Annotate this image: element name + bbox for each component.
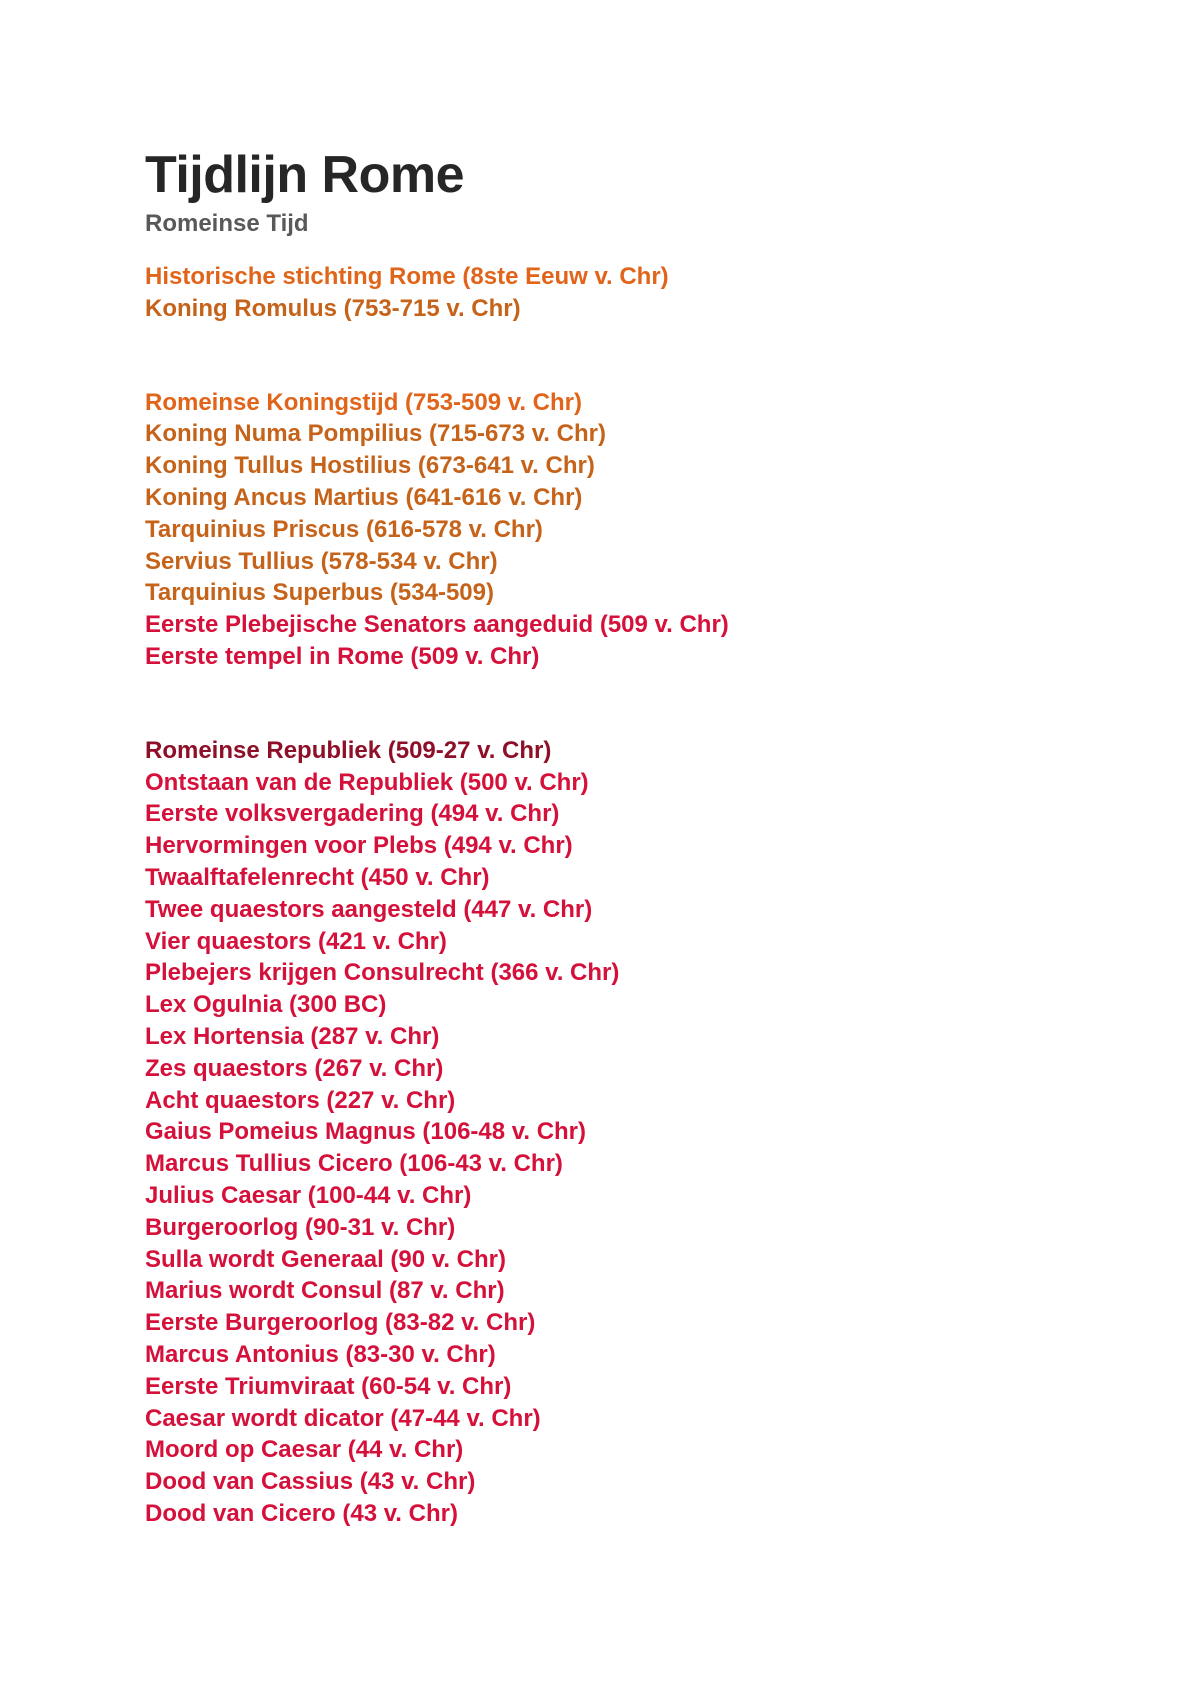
- timeline-entry: Zes quaestors (267 v. Chr): [145, 1054, 444, 1082]
- page-title: Tijdlijn Rome: [145, 146, 465, 204]
- timeline-entry: Burgeroorlog (90-31 v. Chr): [145, 1213, 456, 1241]
- timeline-entry: Eerste Plebejische Senators aangeduid (509 v. Chr): [145, 611, 729, 639]
- timeline-entry: Julius Caesar (100-44 v. Chr): [145, 1181, 472, 1209]
- timeline-heading-kings: Romeinse Koningstijd (753-509 v. Chr): [145, 388, 582, 416]
- timeline-entry: Caesar wordt dicator (47-44 v. Chr): [145, 1404, 541, 1432]
- timeline-entry: Plebejers krijgen Consulrecht (366 v. Chr): [145, 959, 620, 987]
- timeline-entry: Eerste tempel in Rome (509 v. Chr): [145, 642, 540, 670]
- timeline-entry: Marcus Antonius (83-30 v. Chr): [145, 1340, 496, 1368]
- timeline-entry: Twee quaestors aangesteld (447 v. Chr): [145, 895, 593, 923]
- timeline-entry: Eerste Triumviraat (60-54 v. Chr): [145, 1372, 512, 1400]
- timeline-heading-founding: Historische stichting Rome (8ste Eeuw v. Chr): [145, 263, 669, 290]
- section-republic: [145, 735, 1145, 1530]
- timeline-entry: Koning Ancus Martius (641-616 v. Chr): [145, 483, 583, 511]
- timeline-entry: Vier quaestors (421 v. Chr): [145, 927, 447, 955]
- timeline-entry: Koning Romulus (753-715 v. Chr): [145, 294, 521, 322]
- timeline-entry: Tarquinius Superbus (534-509): [145, 579, 494, 607]
- page-subtitle: Romeinse Tijd: [145, 210, 309, 237]
- timeline-entry: Hervormingen voor Plebs (494 v. Chr): [145, 832, 573, 860]
- timeline-entry: Marius wordt Consul (87 v. Chr): [145, 1277, 505, 1305]
- timeline-entry: Dood van Cicero (43 v. Chr): [145, 1499, 458, 1527]
- timeline-entry: Dood van Cassius (43 v. Chr): [145, 1468, 476, 1496]
- timeline-entry: Tarquinius Priscus (616-578 v. Chr): [145, 515, 543, 543]
- timeline-entry: Ontstaan van de Republiek (500 v. Chr): [145, 768, 589, 796]
- timeline-entry: Marcus Tullius Cicero (106-43 v. Chr): [145, 1150, 563, 1178]
- section-founding: [145, 261, 1145, 325]
- timeline-entry: Moord op Caesar (44 v. Chr): [145, 1436, 464, 1464]
- timeline-entry: Koning Tullus Hostilius (673-641 v. Chr): [145, 452, 595, 480]
- section-kings: [145, 387, 1145, 673]
- timeline-entry: Gaius Pomeius Magnus (106-48 v. Chr): [145, 1118, 587, 1146]
- timeline-entry: Servius Tullius (578-534 v. Chr): [145, 547, 498, 575]
- timeline-entry: Eerste volksvergadering (494 v. Chr): [145, 800, 560, 828]
- timeline-entry: Lex Hortensia (287 v. Chr): [145, 1022, 440, 1050]
- timeline-heading-republic: Romeinse Republiek (509-27 v. Chr): [145, 736, 552, 764]
- timeline-entry: Koning Numa Pompilius (715-673 v. Chr): [145, 420, 606, 448]
- timeline-entry: Sulla wordt Generaal (90 v. Chr): [145, 1245, 506, 1273]
- timeline-entry: Lex Ogulnia (300 BC): [145, 991, 387, 1019]
- timeline-entry: Twaalftafelenrecht (450 v. Chr): [145, 863, 490, 891]
- timeline-entry: Acht quaestors (227 v. Chr): [145, 1086, 456, 1114]
- document-page: [145, 145, 1145, 1530]
- timeline-entry: Eerste Burgeroorlog (83-82 v. Chr): [145, 1309, 536, 1337]
